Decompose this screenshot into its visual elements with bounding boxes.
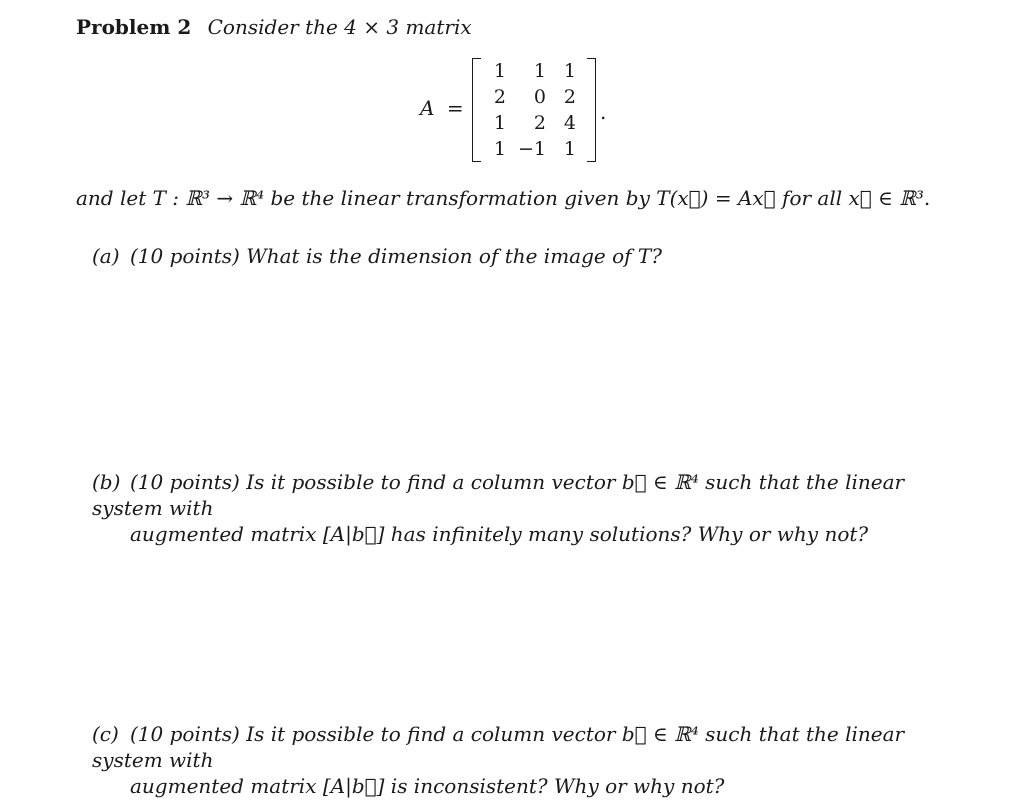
matrix-cell: 1 <box>493 138 506 160</box>
part-a-question: (10 points) What is the dimension of the image of T? <box>130 244 662 268</box>
problem-number: Problem 2 <box>76 15 192 39</box>
matrix-cell: 1 <box>493 112 506 134</box>
transformation-statement: and let T : ℝ³ → ℝ⁴ be the linear transformation given by T(x⃗) = Ax⃗ for all x⃗ ∈ ℝ³. <box>76 186 931 210</box>
matrix-cell: 1 <box>563 60 576 82</box>
matrix-cell: 1 <box>493 60 506 82</box>
part-b <box>92 469 972 547</box>
matrix-name: A <box>420 96 435 120</box>
part-a-label: (a) <box>92 244 120 268</box>
part-b-label: (b) <box>92 470 121 494</box>
part-a <box>92 243 662 269</box>
part-c-question-line2: augmented matrix [A|b⃗] is inconsistent? Why or why not? <box>130 774 725 798</box>
matrix-cell: 4 <box>563 112 576 134</box>
part-b-question-line2: augmented matrix [A|b⃗] has infinitely many solutions? Why or why not? <box>130 522 869 546</box>
part-c <box>92 721 972 799</box>
matrix-right-bracket <box>587 58 596 162</box>
problem-intro: Consider the 4 × 3 matrix <box>207 15 472 39</box>
matrix-cell: −1 <box>517 138 546 160</box>
matrix-lhs <box>420 96 464 120</box>
matrix-equals: = <box>446 96 464 120</box>
matrix-cell: 2 <box>493 86 506 108</box>
matrix-period: . <box>600 100 607 124</box>
matrix-cell: 1 <box>533 60 546 82</box>
matrix-cell: 0 <box>533 86 546 108</box>
matrix-cell: 2 <box>533 112 546 134</box>
matrix-cell: 2 <box>563 86 576 108</box>
matrix-cell: 1 <box>563 138 576 160</box>
part-b-question-line1: (10 points) Is it possible to find a column vector b⃗ ∈ ℝ⁴ such that the linear system with <box>92 470 905 520</box>
part-c-label: (c) <box>92 722 119 746</box>
matrix-display <box>420 58 620 162</box>
part-c-question-line1: (10 points) Is it possible to find a column vector b⃗ ∈ ℝ⁴ such that the linear system with <box>92 722 905 772</box>
problem-heading <box>76 15 472 39</box>
